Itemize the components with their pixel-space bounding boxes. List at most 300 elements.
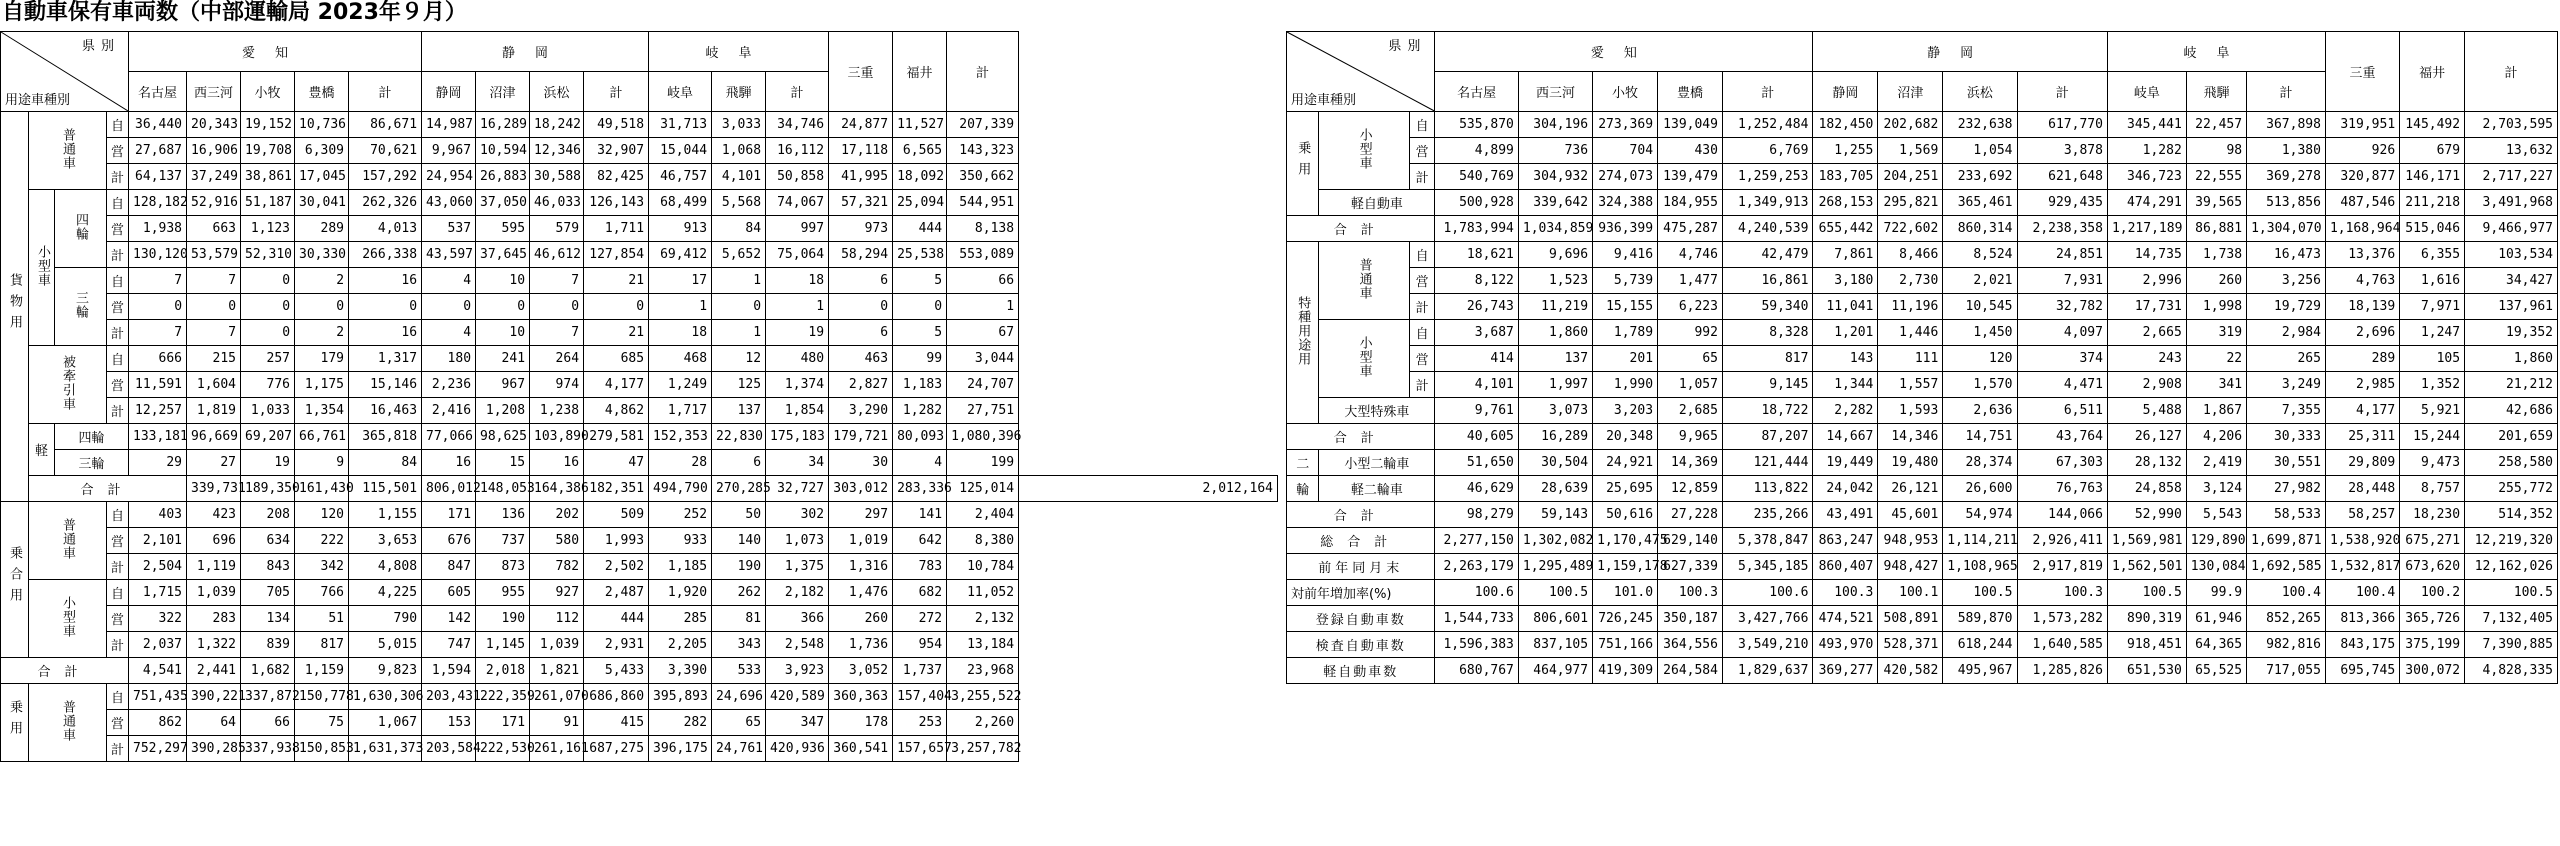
table-cell: 347	[766, 710, 829, 736]
table-cell: 233,692	[1943, 164, 2017, 190]
table-cell: 130,120	[129, 242, 187, 268]
col-header-shizuoka-total: 計	[2017, 72, 2107, 112]
table-cell: 685	[584, 346, 649, 372]
table-cell: 51	[295, 606, 349, 632]
table-cell: 6,309	[295, 138, 349, 164]
table-cell: 2,182	[766, 580, 829, 606]
table-row	[1287, 450, 2558, 476]
left-table-body	[1, 112, 1278, 762]
table-cell: 274,073	[1593, 164, 1658, 190]
table-cell: 46,757	[649, 164, 712, 190]
table-cell: 28,374	[1943, 450, 2017, 476]
table-cell: 99.9	[2186, 580, 2246, 606]
table-cell: 45,601	[1878, 502, 1943, 528]
table-cell: 28,448	[2325, 476, 2399, 502]
table-cell: 9,967	[422, 138, 476, 164]
table-cell: 419,309	[1593, 658, 1658, 684]
table-cell: 1,630,306	[349, 684, 422, 710]
table-cell: 19	[766, 320, 829, 346]
table-cell: 839	[241, 632, 295, 658]
table-cell: 30	[829, 450, 893, 476]
row-type-commercial: 営	[107, 710, 129, 736]
table-cell: 86,671	[349, 112, 422, 138]
table-cell: 513,856	[2247, 190, 2326, 216]
table-cell: 0	[241, 268, 295, 294]
table-cell: 726,245	[1593, 606, 1658, 632]
table-cell: 414	[1435, 346, 1518, 372]
table-cell: 145,492	[2400, 112, 2465, 138]
table-cell: 5	[893, 320, 947, 346]
table-cell: 863,247	[1813, 528, 1878, 554]
row-type-commercial: 営	[107, 294, 129, 320]
table-cell: 202,682	[1878, 112, 1943, 138]
table-cell: 19,729	[2247, 294, 2326, 320]
table-cell: 687,275	[584, 736, 649, 762]
table-cell: 1,068	[712, 138, 766, 164]
table-cell: 283,336	[893, 476, 947, 502]
table-cell: 3,256	[2247, 268, 2326, 294]
table-row	[1287, 528, 2558, 554]
table-cell: 266,338	[349, 242, 422, 268]
table-cell: 14,751	[1943, 424, 2017, 450]
row-label-yoy-rate: 対前年増加率(%)	[1287, 580, 1435, 606]
table-cell: 46,033	[530, 190, 584, 216]
table-cell: 15,155	[1593, 294, 1658, 320]
table-cell: 1,255	[1813, 138, 1878, 164]
table-cell: 16,906	[187, 138, 241, 164]
table-cell: 535,870	[1435, 112, 1518, 138]
table-cell: 515,046	[2400, 216, 2465, 242]
table-cell: 1,259,253	[1722, 164, 1812, 190]
table-cell: 360,541	[829, 736, 893, 762]
table-cell: 148,053	[476, 476, 530, 502]
table-cell: 2,703,595	[2465, 112, 2558, 138]
table-cell: 1,302,082	[1518, 528, 1592, 554]
table-cell: 19,152	[241, 112, 295, 138]
table-cell: 2,018	[476, 658, 530, 684]
table-cell: 14,667	[1813, 424, 1878, 450]
table-cell: 1,170,475	[1593, 528, 1658, 554]
table-cell: 342	[295, 554, 349, 580]
table-cell: 2,101	[129, 528, 187, 554]
sub-label-bus-regular: 普通車	[29, 502, 107, 580]
table-cell: 345,441	[2107, 112, 2186, 138]
table-cell: 303,012	[829, 476, 893, 502]
right-vehicle-table	[1286, 31, 2558, 684]
table-cell: 10,784	[947, 554, 1019, 580]
table-cell: 1,080,396	[947, 424, 1019, 450]
table-cell: 3,180	[1813, 268, 1878, 294]
table-cell: 3,427,766	[1722, 606, 1812, 632]
table-cell: 1,821	[530, 658, 584, 684]
table-cell: 365,461	[1943, 190, 2017, 216]
table-cell: 634	[241, 528, 295, 554]
table-row	[1, 684, 1278, 710]
table-cell: 7,355	[2247, 398, 2326, 424]
col-header-numazu: 沼津	[476, 72, 530, 112]
table-cell: 2,487	[584, 580, 649, 606]
table-cell: 1,562,501	[2107, 554, 2186, 580]
table-cell: 100.6	[1435, 580, 1518, 606]
table-cell: 39,565	[2186, 190, 2246, 216]
table-row	[1287, 216, 2558, 242]
table-cell: 37,249	[187, 164, 241, 190]
table-cell: 38,861	[241, 164, 295, 190]
table-cell: 65	[1658, 346, 1723, 372]
table-cell: 6	[829, 320, 893, 346]
table-cell: 7	[187, 268, 241, 294]
row-label-registered: 登録自動車数	[1287, 606, 1435, 632]
table-cell: 10,736	[295, 112, 349, 138]
table-cell: 751,435	[129, 684, 187, 710]
table-cell: 302	[766, 502, 829, 528]
table-cell: 32,727	[766, 476, 829, 502]
table-cell: 696	[187, 528, 241, 554]
table-cell: 806,601	[1518, 606, 1592, 632]
table-cell: 1,993	[584, 528, 649, 554]
col-header-fukui: 福井	[2400, 32, 2465, 112]
table-cell: 283	[187, 606, 241, 632]
table-cell: 3,203	[1593, 398, 1658, 424]
table-cell: 1,523	[1518, 268, 1592, 294]
table-cell: 14,369	[1658, 450, 1723, 476]
table-cell: 24,042	[1813, 476, 1878, 502]
table-cell: 113,822	[1722, 476, 1812, 502]
table-cell: 360,363	[829, 684, 893, 710]
row-label-small-two-wheel: 小型二輪車	[1319, 450, 1435, 476]
table-cell: 98,625	[476, 424, 530, 450]
table-cell: 929,435	[2017, 190, 2107, 216]
table-cell: 3,044	[947, 346, 1019, 372]
table-cell: 679	[2400, 138, 2465, 164]
table-cell: 873	[476, 554, 530, 580]
table-cell: 14,346	[1878, 424, 1943, 450]
table-cell: 365,726	[2400, 606, 2465, 632]
table-cell: 69,207	[241, 424, 295, 450]
table-cell: 11,527	[893, 112, 947, 138]
table-cell: 390,221	[187, 684, 241, 710]
table-cell: 2,236	[422, 372, 476, 398]
col-header-komaki: 小牧	[1593, 72, 1658, 112]
col-header-mie: 三重	[829, 32, 893, 112]
table-row	[1, 164, 1278, 190]
table-cell: 936,399	[1593, 216, 1658, 242]
table-cell: 0	[241, 294, 295, 320]
table-cell: 5,378,847	[1722, 528, 1812, 554]
table-row	[1287, 294, 2558, 320]
table-cell: 2,717,227	[2465, 164, 2558, 190]
table-cell: 61,946	[2186, 606, 2246, 632]
table-cell: 5,568	[712, 190, 766, 216]
table-cell: 264,584	[1658, 658, 1723, 684]
table-cell: 508,891	[1878, 606, 1943, 632]
table-cell: 0	[129, 294, 187, 320]
table-cell: 59,143	[1518, 502, 1592, 528]
table-cell: 64	[187, 710, 241, 736]
table-cell: 2,996	[2107, 268, 2186, 294]
table-cell: 1	[947, 294, 1019, 320]
table-cell: 2,282	[1813, 398, 1878, 424]
table-cell: 16	[349, 268, 422, 294]
table-cell: 18,722	[1722, 398, 1812, 424]
table-cell: 125	[712, 372, 766, 398]
left-vehicle-table	[0, 31, 1278, 762]
table-cell: 9,761	[1435, 398, 1518, 424]
table-cell: 115,501	[349, 476, 422, 502]
row-type-private: 自	[107, 684, 129, 710]
table-cell: 150,853	[295, 736, 349, 762]
table-cell: 997	[766, 216, 829, 242]
table-cell: 751,166	[1593, 632, 1658, 658]
table-cell: 0	[422, 294, 476, 320]
table-cell: 120	[1943, 346, 2017, 372]
table-row	[1, 580, 1278, 606]
table-cell: 86,881	[2186, 216, 2246, 242]
table-row	[1, 450, 1278, 476]
table-cell: 67,303	[2017, 450, 2107, 476]
table-cell: 18,621	[1435, 242, 1518, 268]
table-cell: 75	[295, 710, 349, 736]
table-cell: 133,181	[129, 424, 187, 450]
table-cell: 36,440	[129, 112, 187, 138]
table-cell: 509	[584, 502, 649, 528]
table-cell: 1,532,817	[2325, 554, 2399, 580]
table-cell: 337,872	[241, 684, 295, 710]
table-cell: 13,632	[2465, 138, 2558, 164]
row-type-private: 自	[107, 502, 129, 528]
table-cell: 1,039	[530, 632, 584, 658]
table-cell: 817	[1722, 346, 1812, 372]
table-cell: 100.3	[1658, 580, 1723, 606]
table-cell: 16,861	[1722, 268, 1812, 294]
table-cell: 339,642	[1518, 190, 1592, 216]
row-type-private: 自	[1409, 320, 1435, 346]
table-cell: 16,473	[2247, 242, 2326, 268]
sub-label-small: 小型車	[29, 190, 55, 346]
table-cell: 128,182	[129, 190, 187, 216]
table-cell: 4,097	[2017, 320, 2107, 346]
row-label-kei-two-wheel: 軽二輪車	[1319, 476, 1435, 502]
table-cell: 100.5	[1943, 580, 2017, 606]
table-cell: 137	[1518, 346, 1592, 372]
table-cell: 66	[947, 268, 1019, 294]
table-cell: 129,890	[2186, 528, 2246, 554]
right-header-row-1	[1287, 32, 2558, 72]
table-row	[1, 242, 1278, 268]
table-cell: 1,819	[187, 398, 241, 424]
table-cell: 52,916	[187, 190, 241, 216]
row-type-commercial: 営	[107, 528, 129, 554]
table-cell: 973	[829, 216, 893, 242]
table-cell: 1,829,637	[1722, 658, 1812, 684]
table-cell: 927	[530, 580, 584, 606]
row-type-subtotal: 計	[1409, 294, 1435, 320]
row-label-kei-three: 三輪	[55, 450, 129, 476]
group-label-two-wheel-a: 二	[1287, 450, 1319, 476]
table-cell: 1,155	[349, 502, 422, 528]
table-cell: 207,339	[947, 112, 1019, 138]
table-cell: 463	[829, 346, 893, 372]
table-cell: 2,985	[2325, 372, 2399, 398]
table-cell: 100.3	[1813, 580, 1878, 606]
table-cell: 65,525	[2186, 658, 2246, 684]
table-cell: 1,119	[187, 554, 241, 580]
table-cell: 19,708	[241, 138, 295, 164]
table-cell: 27,687	[129, 138, 187, 164]
table-cell: 22,555	[2186, 164, 2246, 190]
table-cell: 852,265	[2247, 606, 2326, 632]
table-cell: 103,534	[2465, 242, 2558, 268]
table-cell: 130,084	[2186, 554, 2246, 580]
row-type-commercial: 営	[1409, 268, 1435, 294]
table-cell: 2,132	[947, 606, 1019, 632]
table-cell: 69,412	[649, 242, 712, 268]
table-cell: 24,707	[947, 372, 1019, 398]
table-cell: 43,060	[422, 190, 476, 216]
table-cell: 15,044	[649, 138, 712, 164]
table-cell: 16,463	[349, 398, 422, 424]
table-cell: 289	[295, 216, 349, 242]
table-cell: 1,573,282	[2017, 606, 2107, 632]
table-cell: 319	[2186, 320, 2246, 346]
table-cell: 7	[530, 320, 584, 346]
table-cell: 1,114,211	[1943, 528, 2017, 554]
row-type-subtotal: 計	[107, 554, 129, 580]
table-row	[1, 658, 1278, 684]
table-cell: 157,404	[893, 684, 947, 710]
pref-header-gifu: 岐阜	[649, 32, 829, 72]
table-cell: 1,159	[295, 658, 349, 684]
table-cell: 1,123	[241, 216, 295, 242]
table-cell: 21	[584, 320, 649, 346]
table-cell: 1,476	[829, 580, 893, 606]
table-cell: 3,257,782	[947, 736, 1019, 762]
table-cell: 2	[295, 320, 349, 346]
table-cell: 143,323	[947, 138, 1019, 164]
table-cell: 10	[476, 268, 530, 294]
table-cell: 21	[584, 268, 649, 294]
table-cell: 201,659	[2465, 424, 2558, 450]
table-cell: 487,546	[2325, 190, 2399, 216]
table-cell: 51,187	[241, 190, 295, 216]
table-cell: 680,767	[1435, 658, 1518, 684]
table-cell: 26,127	[2107, 424, 2186, 450]
col-header-gifu-total: 計	[766, 72, 829, 112]
table-cell: 199	[947, 450, 1019, 476]
pref-header-shizuoka: 静岡	[422, 32, 649, 72]
table-cell: 24,696	[712, 684, 766, 710]
col-header-nagoya: 名古屋	[1435, 72, 1518, 112]
table-cell: 50,858	[766, 164, 829, 190]
table-cell: 540,769	[1435, 164, 1518, 190]
table-cell: 8,757	[2400, 476, 2465, 502]
table-cell: 19	[241, 450, 295, 476]
table-cell: 84	[349, 450, 422, 476]
row-type-subtotal: 計	[1409, 372, 1435, 398]
table-row	[1, 372, 1278, 398]
table-cell: 1,374	[766, 372, 829, 398]
table-cell: 4,225	[349, 580, 422, 606]
table-cell: 847	[422, 554, 476, 580]
table-cell: 1,860	[2465, 346, 2558, 372]
table-row	[1, 190, 1278, 216]
table-cell: 1,247	[2400, 320, 2465, 346]
table-cell: 18	[766, 268, 829, 294]
table-cell: 1,998	[2186, 294, 2246, 320]
pref-header-gifu: 岐阜	[2107, 32, 2325, 72]
table-cell: 1,183	[893, 372, 947, 398]
sub-label-bus-small: 小型車	[29, 580, 107, 658]
table-cell: 1,789	[1593, 320, 1658, 346]
table-cell: 120	[295, 502, 349, 528]
table-cell: 7,132,405	[2465, 606, 2558, 632]
table-cell: 295,821	[1878, 190, 1943, 216]
table-cell: 9,145	[1722, 372, 1812, 398]
table-cell: 2,404	[947, 502, 1019, 528]
table-cell: 1	[766, 294, 829, 320]
table-cell: 34,746	[766, 112, 829, 138]
table-row	[1287, 190, 2558, 216]
table-cell: 324,388	[1593, 190, 1658, 216]
table-cell: 474,521	[1813, 606, 1878, 632]
table-cell: 100.5	[2107, 580, 2186, 606]
row-type-commercial: 営	[107, 216, 129, 242]
table-cell: 11,591	[129, 372, 187, 398]
table-cell: 673,620	[2400, 554, 2465, 580]
sub-label-special-small: 小型車	[1319, 320, 1409, 398]
col-header-total: 計	[2465, 32, 2558, 112]
table-cell: 153	[422, 710, 476, 736]
table-cell: 150,778	[295, 684, 349, 710]
table-cell: 143	[1813, 346, 1878, 372]
table-cell: 265	[2247, 346, 2326, 372]
table-cell: 139,479	[1658, 164, 1723, 190]
table-cell: 16	[349, 320, 422, 346]
table-cell: 25,094	[893, 190, 947, 216]
table-cell: 629,140	[1658, 528, 1723, 554]
table-cell: 262,326	[349, 190, 422, 216]
table-cell: 43,764	[2017, 424, 2107, 450]
table-cell: 157,292	[349, 164, 422, 190]
table-cell: 9,473	[2400, 450, 2465, 476]
table-cell: 80,093	[893, 424, 947, 450]
table-cell: 366	[766, 606, 829, 632]
table-cell: 2,037	[129, 632, 187, 658]
table-cell: 24,921	[1593, 450, 1658, 476]
table-cell: 2,984	[2247, 320, 2326, 346]
table-cell: 100.4	[2325, 580, 2399, 606]
group-label-passenger: 乗用	[1287, 112, 1319, 216]
table-row	[1, 736, 1278, 762]
group-label-bus: 乗合用	[1, 502, 29, 658]
table-cell: 8,328	[1722, 320, 1812, 346]
table-cell: 12,257	[129, 398, 187, 424]
table-cell: 30,041	[295, 190, 349, 216]
row-type-commercial: 営	[1409, 138, 1435, 164]
table-cell: 20,348	[1593, 424, 1658, 450]
col-header-shizuoka-city: 静岡	[1813, 72, 1878, 112]
table-cell: 1,316	[829, 554, 893, 580]
table-cell: 137	[712, 398, 766, 424]
table-cell: 5,652	[712, 242, 766, 268]
table-cell: 3,923	[766, 658, 829, 684]
row-type-commercial: 営	[1409, 346, 1435, 372]
table-cell: 3,878	[2017, 138, 2107, 164]
table-cell: 67	[947, 320, 1019, 346]
table-cell: 282	[649, 710, 712, 736]
table-cell: 7,931	[2017, 268, 2107, 294]
table-row	[1287, 632, 2558, 658]
